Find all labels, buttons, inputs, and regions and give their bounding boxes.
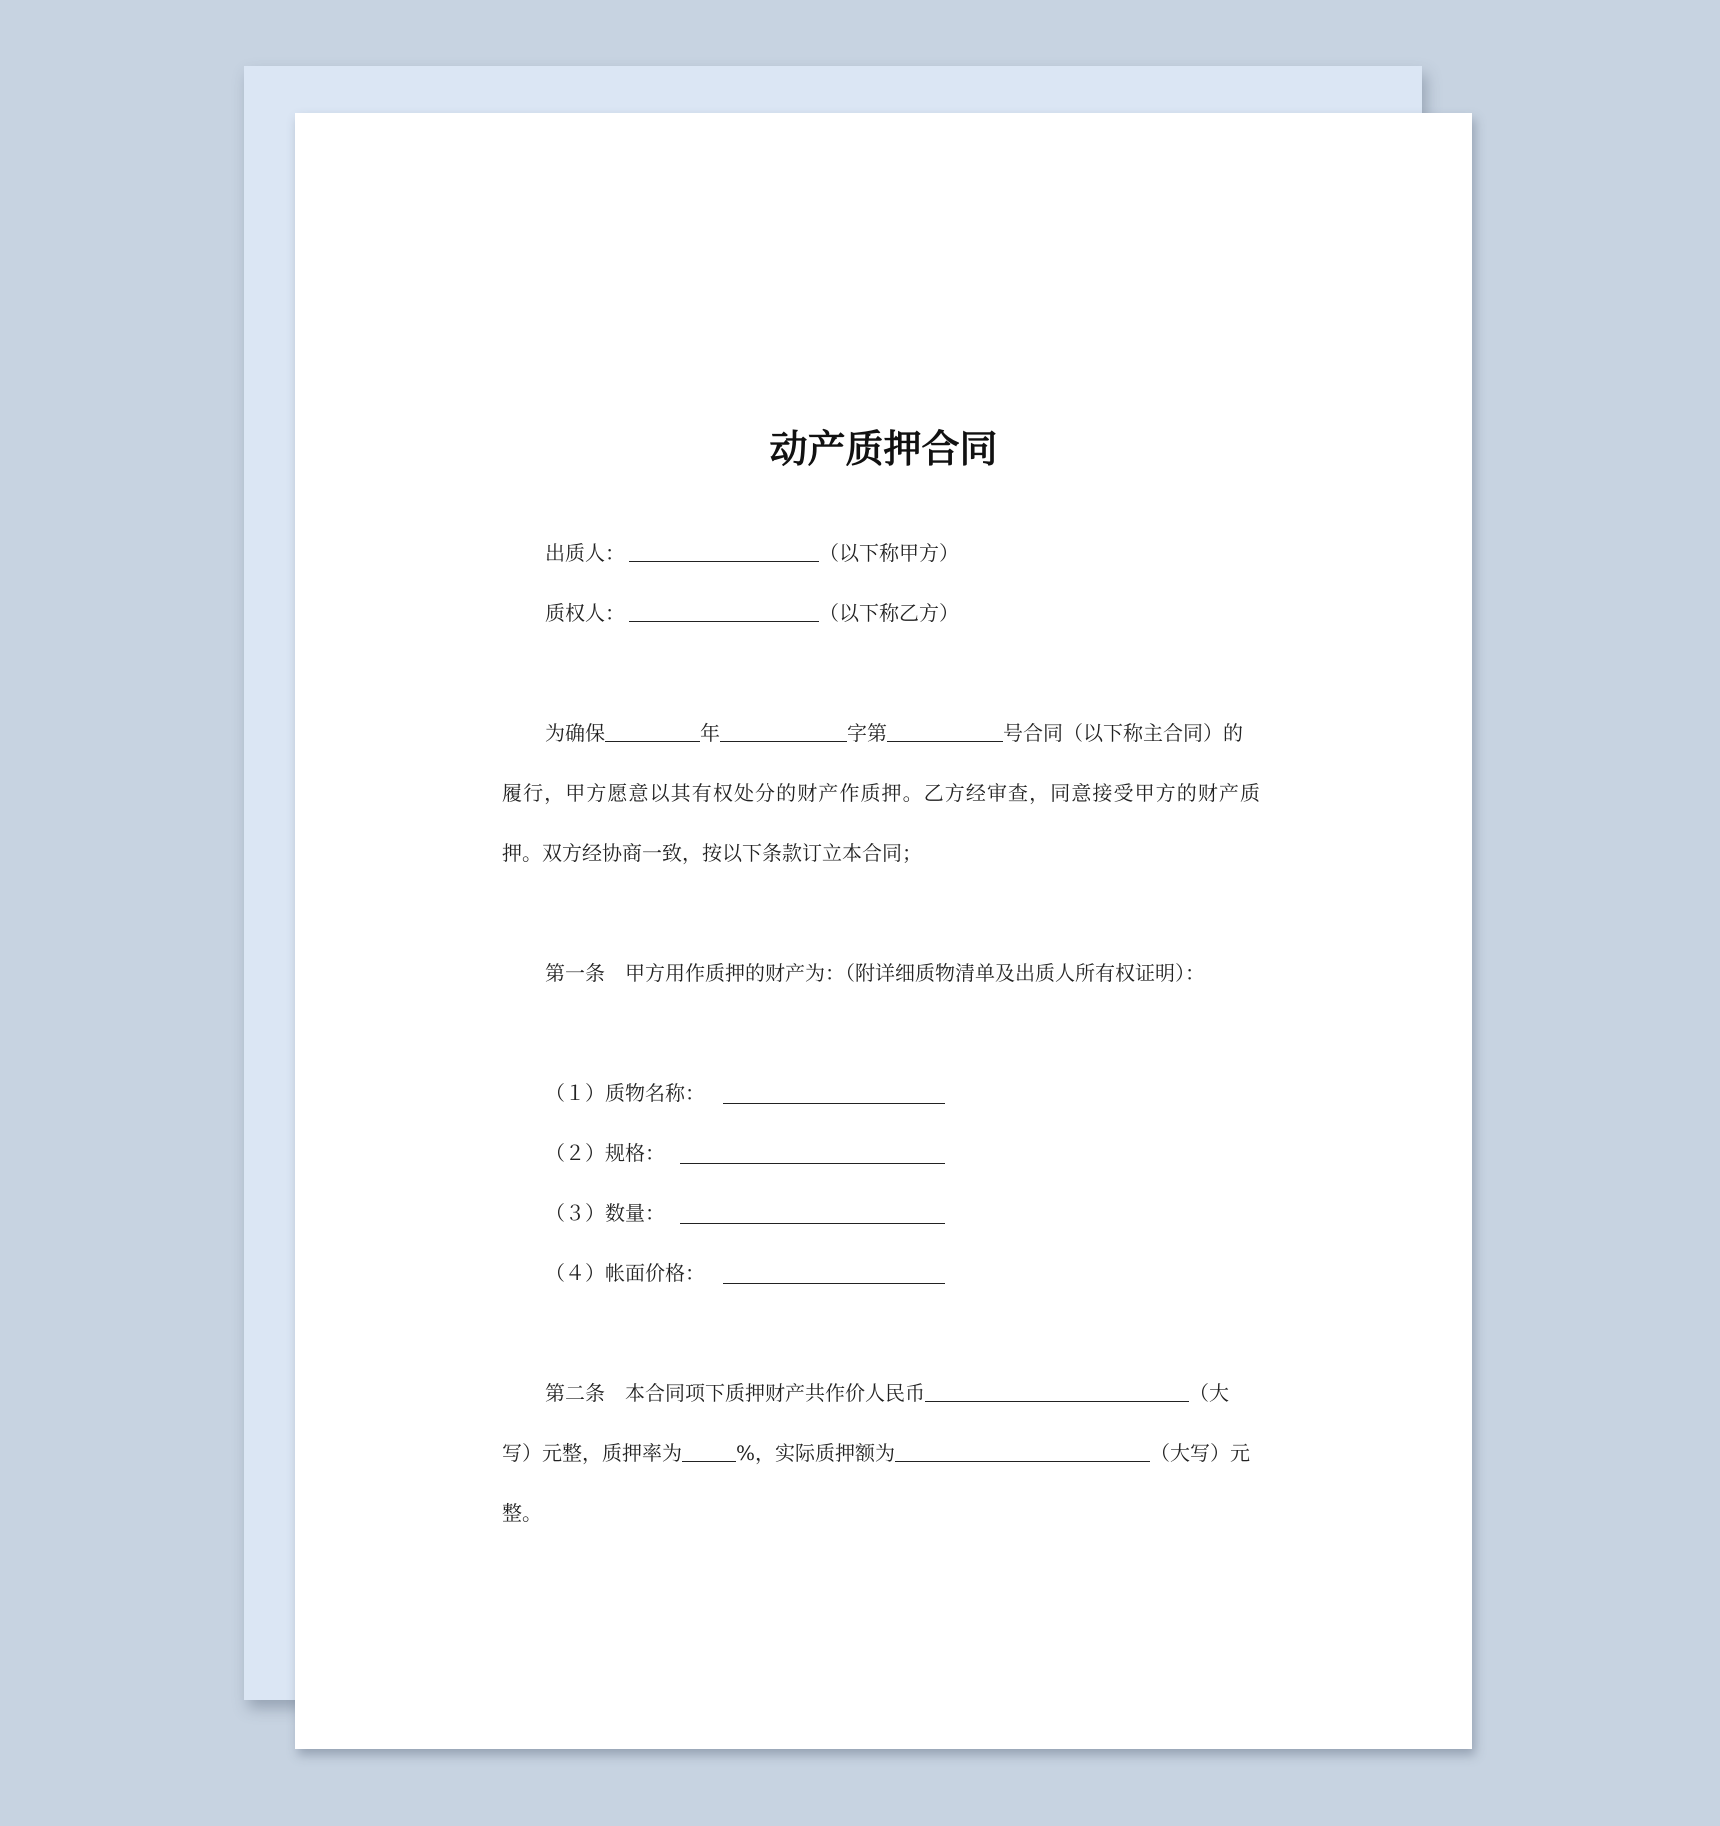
item-2-blank[interactable]	[680, 1162, 945, 1164]
item-1-blank[interactable]	[723, 1102, 945, 1104]
preamble-text-b: 年	[700, 721, 720, 745]
actual-pledge-amount-blank[interactable]	[895, 1439, 1150, 1462]
item-3-label: （３）数量：	[545, 1201, 665, 1225]
valuation-amount-blank[interactable]	[925, 1379, 1189, 1402]
document-page	[295, 113, 1472, 1749]
article-2-text-c: 写）元整，质押率为	[502, 1441, 682, 1465]
preamble-text-a: 为确保	[545, 721, 605, 745]
article-2-line-2	[502, 1438, 1260, 1468]
article-2-line-1	[545, 1378, 1260, 1408]
preamble-text-d: 号合同（以下称主合同）的	[1003, 721, 1243, 745]
preamble-line-2: 履行，甲方愿意以其有权处分的财产作质押。乙方经审查，同意接受甲方的财产质	[502, 781, 1260, 805]
preamble-text-c: 字第	[847, 721, 887, 745]
item-2-label: （２）规格：	[545, 1141, 665, 1165]
party-pledgor-label: 出质人：	[545, 541, 625, 565]
article-2-text-b: （大	[1189, 1381, 1229, 1405]
contract-year-blank[interactable]	[605, 719, 700, 742]
party-pledgee-row	[545, 598, 1303, 628]
item-4-label: （４）帐面价格：	[545, 1261, 705, 1285]
party-pledgor-blank[interactable]	[629, 539, 819, 562]
document-title: 动产质押合同	[769, 427, 998, 471]
party-pledgor-suffix: （以下称甲方）	[819, 541, 959, 565]
preamble-line-1	[545, 718, 1260, 748]
item-1-label: （１）质物名称：	[545, 1081, 705, 1105]
item-4-blank[interactable]	[723, 1282, 945, 1284]
article-2-text-e: （大写）元	[1150, 1441, 1251, 1465]
preamble-line-3: 押。双方经协商一致，按以下条款订立本合同；	[502, 841, 922, 865]
article-2-text-d: %，实际质押额为	[736, 1441, 896, 1465]
party-pledgee-blank[interactable]	[629, 599, 819, 622]
party-pledgee-suffix: （以下称乙方）	[819, 601, 959, 625]
article-2-text-a: 第二条 本合同项下质押财产共作价人民币	[545, 1381, 925, 1405]
party-pledgor-row	[545, 538, 1303, 568]
item-3-blank[interactable]	[680, 1222, 945, 1224]
pledge-rate-blank[interactable]	[682, 1439, 736, 1462]
article-2-line-3: 整。	[502, 1501, 542, 1525]
article-1-heading: 第一条 甲方用作质押的财产为：（附详细质物清单及出质人所有权证明）：	[545, 961, 1205, 985]
contract-number-blank[interactable]	[887, 719, 1003, 742]
party-pledgee-label: 质权人：	[545, 601, 625, 625]
contract-prefix-blank[interactable]	[720, 719, 847, 742]
